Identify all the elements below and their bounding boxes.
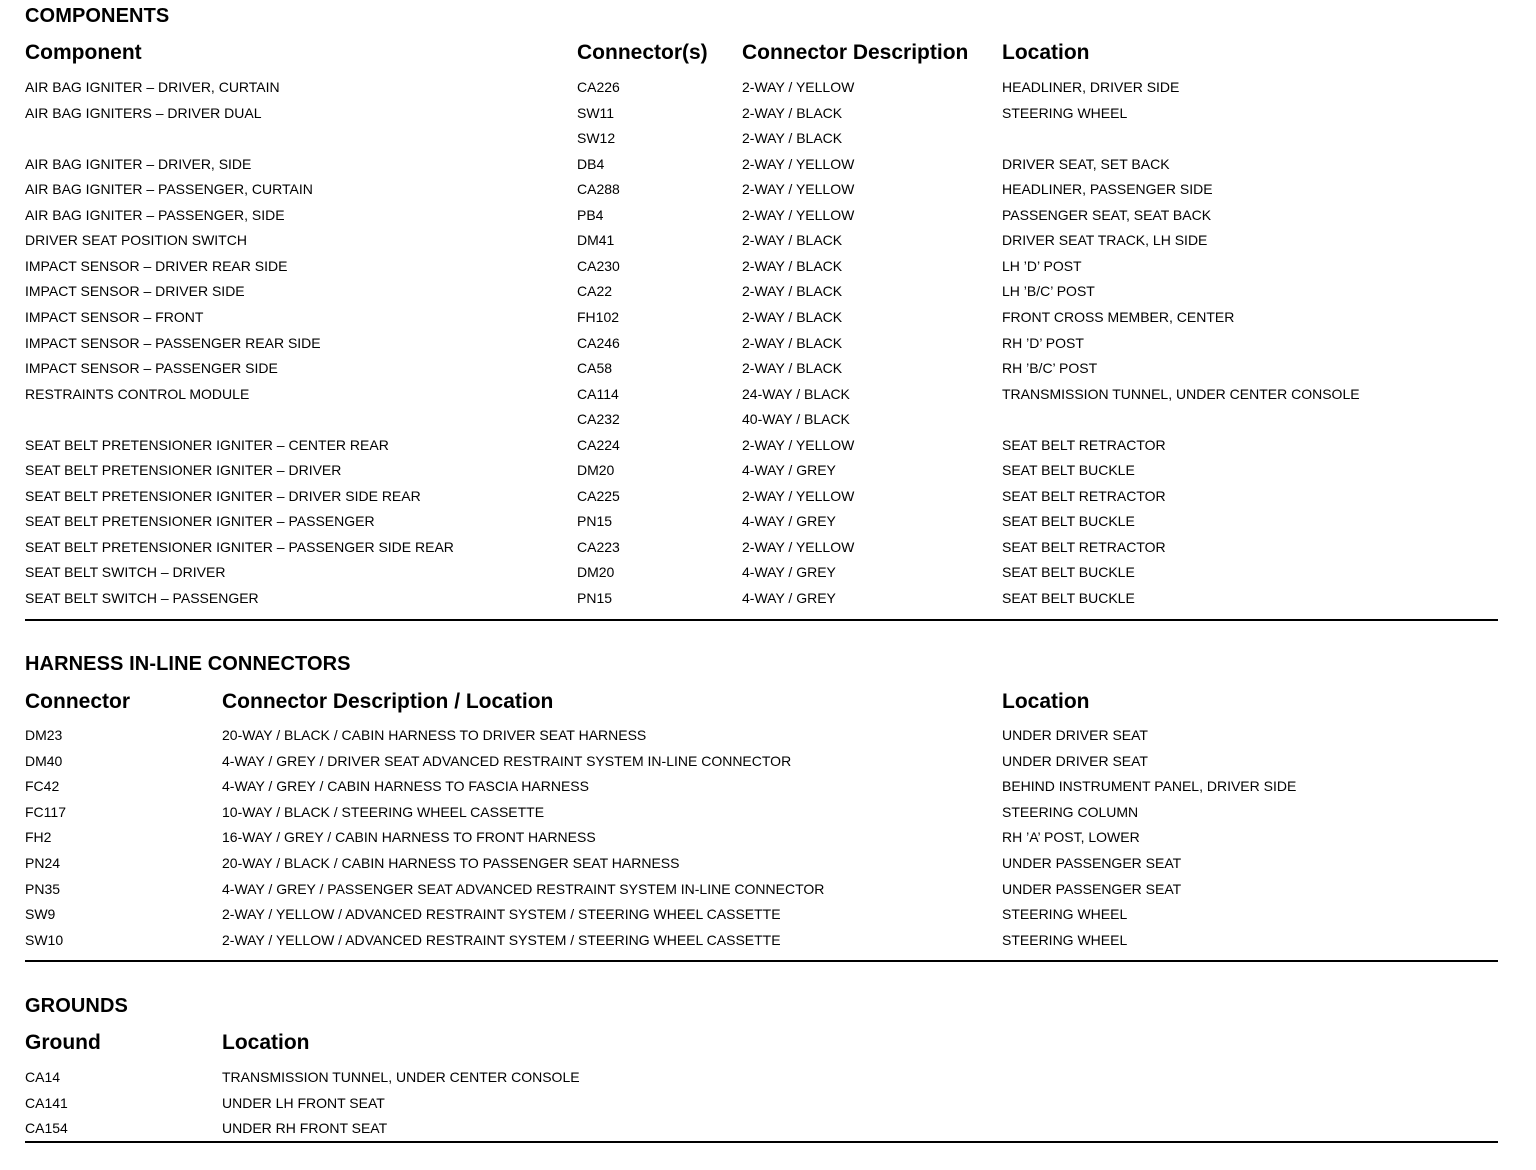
components-cell-location: FRONT CROSS MEMBER, CENTER bbox=[1002, 308, 1235, 325]
components-cell-location: SEAT BELT BUCKLE bbox=[1002, 462, 1135, 479]
components-cell-connector: DM41 bbox=[577, 232, 615, 249]
components-cell-description: 2-WAY / BLACK bbox=[742, 104, 843, 121]
components-cell-component: AIR BAG IGNITER – PASSENGER, CURTAIN bbox=[25, 181, 313, 198]
components-cell-description: 24-WAY / BLACK bbox=[742, 385, 850, 402]
grounds-divider bbox=[25, 1141, 1498, 1143]
harness-cell-connector: SW9 bbox=[25, 906, 56, 923]
harness-cell-description: 4-WAY / GREY / CABIN HARNESS TO FASCIA HARNESS bbox=[222, 778, 589, 795]
components-header-connector: Connector(s) bbox=[577, 41, 708, 64]
components-cell-component: IMPACT SENSOR – FRONT bbox=[25, 308, 204, 325]
components-cell-description: 2-WAY / BLACK bbox=[742, 130, 843, 147]
components-cell-location: SEAT BELT RETRACTOR bbox=[1002, 538, 1166, 555]
components-header-location: Location bbox=[1002, 41, 1090, 64]
harness-cell-description: 4-WAY / GREY / PASSENGER SEAT ADVANCED RESTRAINT SYSTEM IN-LINE CONNECTOR bbox=[222, 880, 825, 897]
harness-cell-description: 2-WAY / YELLOW / ADVANCED RESTRAINT SYSTEM / STEERING WHEEL CASSETTE bbox=[222, 931, 781, 948]
components-cell-component: SEAT BELT SWITCH – DRIVER bbox=[25, 564, 226, 581]
harness-cell-description: 4-WAY / GREY / DRIVER SEAT ADVANCED RESTRAINT SYSTEM IN-LINE CONNECTOR bbox=[222, 752, 792, 769]
components-cell-connector: PB4 bbox=[577, 206, 604, 223]
components-cell-connector: SW12 bbox=[577, 130, 616, 147]
grounds-cell-ground: CA14 bbox=[25, 1069, 61, 1085]
components-cell-connector: CA58 bbox=[577, 360, 613, 377]
harness-cell-location: UNDER PASSENGER SEAT bbox=[1002, 880, 1182, 897]
components-cell-component: DRIVER SEAT POSITION SWITCH bbox=[25, 232, 247, 249]
components-cell-description: 2-WAY / YELLOW bbox=[742, 79, 855, 95]
components-cell-description: 4-WAY / GREY bbox=[742, 564, 836, 581]
harness-cell-description: 16-WAY / GREY / CABIN HARNESS TO FRONT HARNESS bbox=[222, 829, 596, 846]
components-cell-connector: CA114 bbox=[577, 385, 619, 402]
components-cell-location: PASSENGER SEAT, SEAT BACK bbox=[1002, 206, 1212, 223]
components-cell-connector: SW11 bbox=[577, 104, 615, 121]
harness-cell-location: RH ’A’ POST, LOWER bbox=[1002, 829, 1140, 846]
components-cell-component: IMPACT SENSOR – DRIVER REAR SIDE bbox=[25, 257, 288, 274]
components-cell-description: 2-WAY / YELLOW bbox=[742, 436, 855, 453]
components-cell-description: 2-WAY / BLACK bbox=[742, 283, 843, 300]
components-cell-location: LH ’B/C’ POST bbox=[1002, 283, 1095, 300]
components-cell-connector: DM20 bbox=[577, 462, 615, 479]
components-cell-location: SEAT BELT BUCKLE bbox=[1002, 564, 1135, 581]
components-cell-connector: CA288 bbox=[577, 181, 620, 198]
grounds-cell-ground: CA154 bbox=[25, 1120, 68, 1137]
components-cell-component: AIR BAG IGNITERS – DRIVER DUAL bbox=[25, 104, 262, 121]
harness-header-connector: Connector bbox=[25, 690, 130, 713]
components-divider bbox=[25, 619, 1498, 621]
components-title: COMPONENTS bbox=[25, 5, 170, 27]
components-cell-description: 2-WAY / YELLOW bbox=[742, 206, 855, 223]
components-cell-component: AIR BAG IGNITER – DRIVER, CURTAIN bbox=[25, 79, 280, 95]
components-cell-connector: CA22 bbox=[577, 283, 613, 300]
components-cell-description: 2-WAY / YELLOW bbox=[742, 487, 855, 504]
harness-cell-description: 2-WAY / YELLOW / ADVANCED RESTRAINT SYSTEM / STEERING WHEEL CASSETTE bbox=[222, 906, 781, 923]
harness-cell-location: STEERING COLUMN bbox=[1002, 803, 1139, 820]
components-cell-description: 4-WAY / GREY bbox=[742, 513, 836, 530]
components-cell-location: DRIVER SEAT, SET BACK bbox=[1002, 155, 1170, 172]
components-cell-description: 2-WAY / BLACK bbox=[742, 360, 843, 377]
components-cell-description: 2-WAY / BLACK bbox=[742, 334, 843, 351]
harness-cell-connector: SW10 bbox=[25, 931, 64, 948]
components-cell-location: SEAT BELT BUCKLE bbox=[1002, 513, 1135, 530]
components-cell-connector: CA230 bbox=[577, 257, 620, 274]
components-cell-component: IMPACT SENSOR – PASSENGER SIDE bbox=[25, 360, 278, 377]
harness-title: HARNESS IN-LINE CONNECTORS bbox=[25, 653, 351, 675]
components-cell-description: 4-WAY / GREY bbox=[742, 590, 836, 606]
components-cell-connector: PN15 bbox=[577, 590, 613, 606]
components-cell-location: HEADLINER, DRIVER SIDE bbox=[1002, 79, 1180, 95]
harness-header-location: Location bbox=[1002, 690, 1090, 713]
harness-cell-location: UNDER DRIVER SEAT bbox=[1002, 752, 1148, 769]
harness-cell-description: 10-WAY / BLACK / STEERING WHEEL CASSETTE bbox=[222, 803, 545, 820]
components-cell-location: HEADLINER, PASSENGER SIDE bbox=[1002, 181, 1213, 198]
harness-cell-connector: FC42 bbox=[25, 778, 60, 795]
grounds-title: GROUNDS bbox=[25, 995, 128, 1017]
components-cell-description: 40-WAY / BLACK bbox=[742, 411, 850, 428]
components-cell-description: 4-WAY / GREY bbox=[742, 462, 836, 479]
components-cell-connector: CA232 bbox=[577, 411, 620, 428]
harness-cell-location: UNDER DRIVER SEAT bbox=[1002, 727, 1148, 743]
components-cell-description: 2-WAY / BLACK bbox=[742, 308, 843, 325]
components-cell-component: IMPACT SENSOR – PASSENGER REAR SIDE bbox=[25, 334, 321, 351]
components-cell-connector: CA224 bbox=[577, 436, 620, 453]
components-cell-description: 2-WAY / YELLOW bbox=[742, 538, 855, 555]
harness-cell-description: 20-WAY / BLACK / CABIN HARNESS TO PASSENGER SEAT HARNESS bbox=[222, 855, 680, 871]
grounds-header-ground: Ground bbox=[25, 1031, 101, 1054]
components-cell-location: RH ’D’ POST bbox=[1002, 334, 1084, 351]
components-cell-location: RH ’B/C’ POST bbox=[1002, 360, 1098, 377]
components-cell-description: 2-WAY / BLACK bbox=[742, 232, 843, 249]
components-cell-connector: DM20 bbox=[577, 564, 615, 581]
components-cell-component: SEAT BELT PRETENSIONER IGNITER – CENTER REAR bbox=[25, 436, 389, 453]
components-header-component: Component bbox=[25, 41, 142, 64]
components-cell-connector: CA246 bbox=[577, 334, 620, 351]
components-cell-location: STEERING WHEEL bbox=[1002, 104, 1128, 121]
components-cell-location: SEAT BELT RETRACTOR bbox=[1002, 487, 1166, 504]
components-cell-component: SEAT BELT PRETENSIONER IGNITER – PASSENGER bbox=[25, 513, 375, 530]
components-cell-description: 2-WAY / BLACK bbox=[742, 257, 843, 274]
components-cell-component: SEAT BELT PRETENSIONER IGNITER – PASSENGER SIDE REAR bbox=[25, 538, 454, 555]
harness-cell-connector: FH2 bbox=[25, 829, 52, 846]
grounds-cell-location: UNDER RH FRONT SEAT bbox=[222, 1120, 388, 1137]
harness-header-description: Connector Description / Location bbox=[222, 690, 554, 713]
harness-cell-connector: FC117 bbox=[25, 803, 66, 820]
harness-cell-location: BEHIND INSTRUMENT PANEL, DRIVER SIDE bbox=[1002, 778, 1297, 795]
components-cell-location: SEAT BELT RETRACTOR bbox=[1002, 436, 1166, 453]
grounds-cell-location: UNDER LH FRONT SEAT bbox=[222, 1094, 385, 1111]
harness-cell-connector: PN24 bbox=[25, 855, 61, 871]
components-cell-location: SEAT BELT BUCKLE bbox=[1002, 590, 1135, 606]
components-cell-component: SEAT BELT SWITCH – PASSENGER bbox=[25, 590, 259, 606]
grounds-cell-ground: CA141 bbox=[25, 1094, 68, 1111]
grounds-cell-location: TRANSMISSION TUNNEL, UNDER CENTER CONSOLE bbox=[222, 1069, 580, 1085]
components-cell-connector: PN15 bbox=[577, 513, 613, 530]
components-cell-connector: CA223 bbox=[577, 538, 620, 555]
harness-cell-connector: DM40 bbox=[25, 752, 63, 769]
components-cell-connector: FH102 bbox=[577, 308, 620, 325]
components-cell-connector: CA225 bbox=[577, 487, 620, 504]
components-cell-description: 2-WAY / YELLOW bbox=[742, 155, 855, 172]
components-header-description: Connector Description bbox=[742, 41, 969, 64]
harness-cell-connector: PN35 bbox=[25, 880, 61, 897]
harness-cell-location: STEERING WHEEL bbox=[1002, 906, 1128, 923]
components-cell-component: AIR BAG IGNITER – PASSENGER, SIDE bbox=[25, 206, 285, 223]
grounds-header-location: Location bbox=[222, 1031, 310, 1054]
components-cell-location: DRIVER SEAT TRACK, LH SIDE bbox=[1002, 232, 1208, 249]
components-cell-location: TRANSMISSION TUNNEL, UNDER CENTER CONSOLE bbox=[1002, 385, 1360, 402]
components-cell-connector: CA226 bbox=[577, 79, 620, 95]
components-cell-component: SEAT BELT PRETENSIONER IGNITER – DRIVER SIDE REAR bbox=[25, 487, 421, 504]
harness-cell-description: 20-WAY / BLACK / CABIN HARNESS TO DRIVER SEAT HARNESS bbox=[222, 727, 647, 743]
components-cell-component: RESTRAINTS CONTROL MODULE bbox=[25, 385, 250, 402]
harness-divider bbox=[25, 960, 1498, 962]
harness-cell-location: STEERING WHEEL bbox=[1002, 931, 1128, 948]
harness-cell-location: UNDER PASSENGER SEAT bbox=[1002, 855, 1182, 871]
components-cell-component: IMPACT SENSOR – DRIVER SIDE bbox=[25, 283, 245, 300]
components-cell-description: 2-WAY / YELLOW bbox=[742, 181, 855, 198]
components-cell-location: LH ’D’ POST bbox=[1002, 257, 1082, 274]
components-cell-connector: DB4 bbox=[577, 155, 605, 172]
harness-cell-connector: DM23 bbox=[25, 727, 63, 743]
components-cell-component: AIR BAG IGNITER – DRIVER, SIDE bbox=[25, 155, 252, 172]
components-cell-component: SEAT BELT PRETENSIONER IGNITER – DRIVER bbox=[25, 462, 342, 479]
